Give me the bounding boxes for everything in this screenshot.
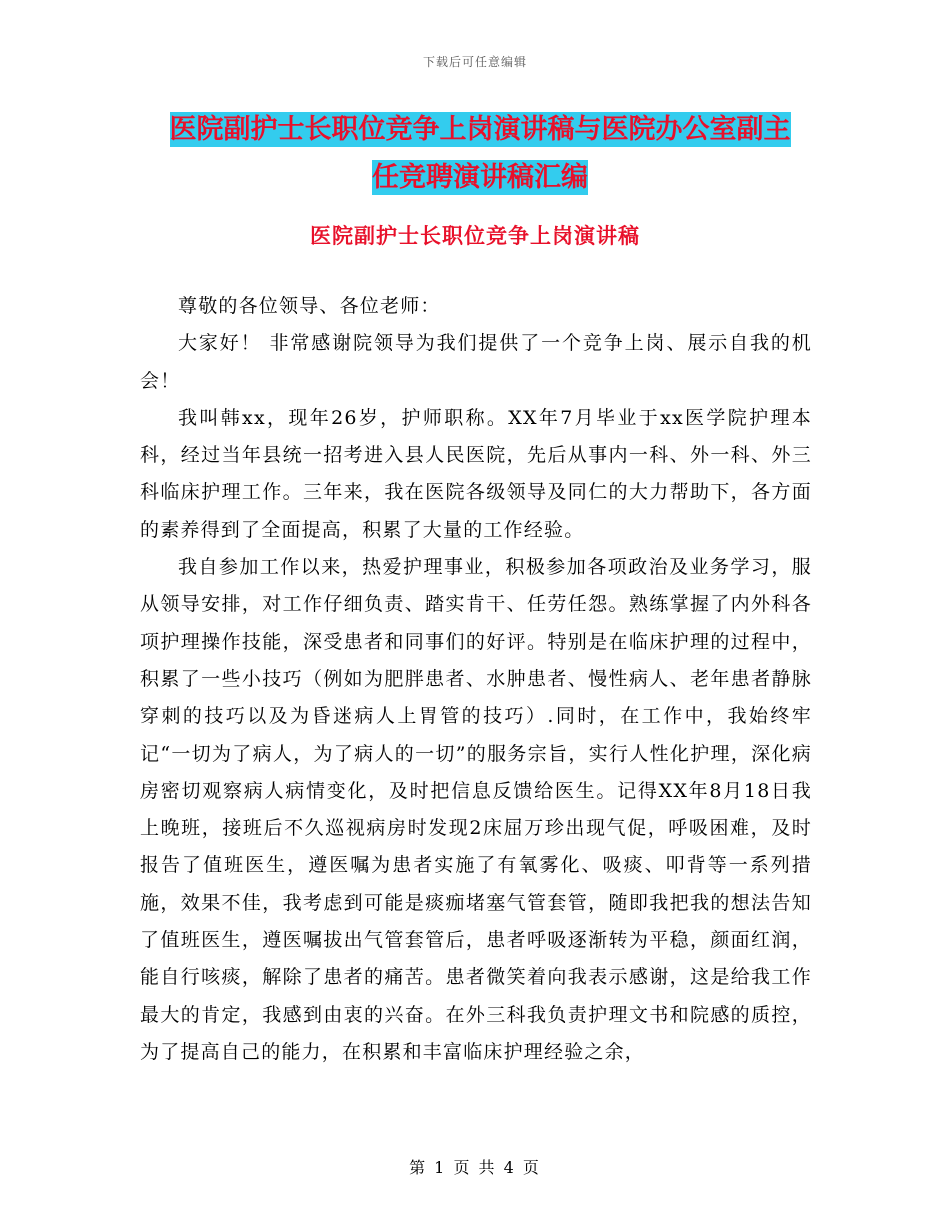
header-note: 下载后可任意编辑: [422, 55, 527, 69]
document-title: [140, 106, 820, 202]
page-footer: 第 1 页 共 4 页: [409, 1158, 541, 1177]
salutation-paragraph: 尊敬的各位领导、各位老师：: [178, 295, 441, 317]
experience-paragraph: 我自参加工作以来，热爱护理事业，积极参加各项政治及业务学习，服从领导安排，对工作仔细负责、踏实肯干、任劳任怨。熟练掌握了内外科各项护理操作技能，深受患者和同事们的好评。特别是在临床护理的过程中，积累了一些小技巧（例如为肥胖患者、水肿患者、慢性病人、老年患者静脉穿刺的技巧以及为昏迷病人上胃管的技巧）.同时，在工作中，我始终牢记“一切为了病人，为了病人的一切”的服务宗旨，实行人性化护理，深化病房密切观察病人病情变化，及时把信息反馈给医生。记得XX年8月18日我上晚班，接班后不久巡视病房时发现2床屈万珍出现气促，呼吸困难，及时报告了值班医生，遵医嘱为患者实施了有氧雾化、吸痰、叩背等一系列措施，效果不佳，我考虑到可能是痰痂堵塞气管套管，随即我把我的想法告知了值班医生，遵医嘱拔出气管套管后，患者呼吸逐渐转为平稳，颜面红润，能自行咳痰，解除了患者的痛苦。患者微笑着向我表示感谢，这是给我工作最大的肯定，我感到由衷的兴奋。在外三科我负责护理文书和院感的质控，为了提高自己的能力，在积累和丰富临床护理经验之余，: [140, 556, 812, 1063]
document-title-line1: 医院副护士长职位竞争上岗演讲稿与医院办公室副主: [169, 114, 791, 145]
document-title-line2: 任竞聘演讲稿汇编: [372, 162, 588, 193]
body-text: [140, 288, 812, 1071]
greeting-paragraph: 大家好！ 非常感谢院领导为我们提供了一个竞争上岗、展示自我的机会！: [140, 332, 812, 392]
intro-paragraph: 我叫韩xx，现年26岁，护师职称。XX年7月毕业于xx医学院护理本科，经过当年县统一招考进入县人民医院，先后从事内一科、外一科、外三科临床护理工作。三年来，我在医院各级领导及同仁的大力帮助下，各方面的素养得到了全面提高，积累了大量的工作经验。: [140, 406, 812, 541]
section-title: 医院副护士长职位竞争上岗演讲稿: [310, 224, 640, 248]
